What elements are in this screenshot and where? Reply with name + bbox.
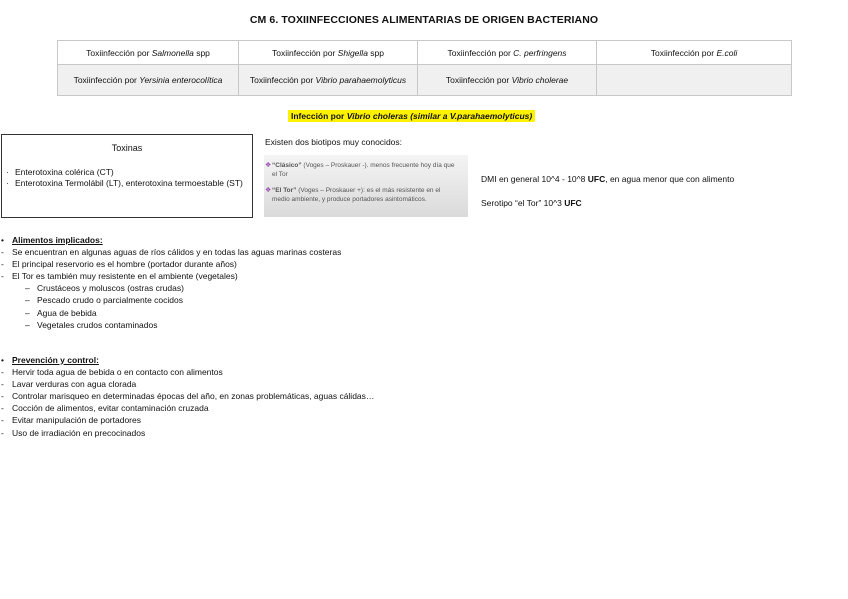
list-item: - Cocción de alimentos, evitar contaminación cruzada xyxy=(1,403,209,414)
table-row xyxy=(58,65,792,96)
list-item: - Hervir toda agua de bebida o en contacto con alimentos xyxy=(1,367,223,378)
list-item: - Evitar manipulación de portadores xyxy=(1,415,141,426)
prevencion-section xyxy=(0,354,374,439)
alimentos-section xyxy=(0,234,341,331)
diamond-bullet-icon: ❖ xyxy=(265,162,272,169)
toxinas-heading: Toxinas xyxy=(111,143,143,153)
list-item: - Controlar marisqueo en determinadas épocas del año, en zonas problemáticas, aguas cálidas… xyxy=(1,391,375,402)
table-row xyxy=(58,41,792,65)
section-heading: • Prevención y control: xyxy=(1,355,99,365)
list-item: - Se encuentran en algunas aguas de ríos cálidos y en todas las aguas marinas costeras xyxy=(1,247,342,258)
list-item: – Agua de bebida xyxy=(25,307,97,318)
list-item: · Enterotoxina colérica (CT) xyxy=(6,167,252,178)
table-cell: Toxiinfección por Salmonella spp xyxy=(58,41,239,65)
table-cell: Toxiinfección por E.coli xyxy=(597,41,792,65)
list-item: ❖ “El Tor” (Voges – Proskauer +): es el más resistente en el medio ambiente, y produce portadores asintomáticos. xyxy=(265,187,441,203)
table-cell: Toxiinfección por Yersinia enterocolítica xyxy=(58,65,239,96)
diamond-bullet-icon: ❖ xyxy=(265,187,272,194)
biotipos-intro: Existen dos biotipos muy conocidos: xyxy=(265,137,403,147)
toxiinfecciones-table xyxy=(57,40,792,96)
list-item: - Lavar verduras con agua clorada xyxy=(1,379,137,390)
table-cell: Toxiinfección por Shigella spp xyxy=(239,41,418,65)
section-banner: Infección por Vibrio choleras (similar a V.parahaemolyticus) xyxy=(288,110,535,122)
list-item: – Pescado crudo o parcialmente cocidos xyxy=(25,295,183,306)
list-item: – Crustáceos y moluscos (ostras crudas) xyxy=(25,283,184,294)
table-cell: Toxiinfección por C. perfringens xyxy=(418,41,597,65)
serotipo-text: Serotipo “el Tor” 10^3 UFC xyxy=(481,198,582,208)
list-item: - El principal reservorio es el hombre (portador durante años) xyxy=(1,259,237,270)
table-cell: Toxiinfección por Vibrio cholerae xyxy=(418,65,597,96)
list-item: - Uso de irradiación en precocinados xyxy=(1,427,146,438)
list-item: ❖ “Clásico” (Voges – Proskauer -). menos frecuente hoy día que el Tor xyxy=(265,162,455,178)
section-heading: • Alimentos implicados: xyxy=(1,235,103,245)
page-title: CM 6. TOXIINFECCIONES ALIMENTARIAS DE ORIGEN BACTERIANO xyxy=(249,14,599,26)
biotipos-image xyxy=(264,155,468,217)
list-item: · Enterotoxina Termolábil (LT), enterotoxina termoestable (ST) xyxy=(6,178,252,189)
dmi-text: DMI en general 10^4 - 10^8 UFC, en agua menor que con alimento xyxy=(481,174,735,184)
toxinas-box xyxy=(1,134,253,218)
list-item: - El Tor es también muy resistente en el ambiente (vegetales) xyxy=(1,271,238,282)
table-cell: Toxiinfección por Vibrio parahaemolyticus xyxy=(239,65,418,96)
list-item: – Vegetales crudos contaminados xyxy=(25,319,158,330)
table-cell xyxy=(597,65,792,96)
